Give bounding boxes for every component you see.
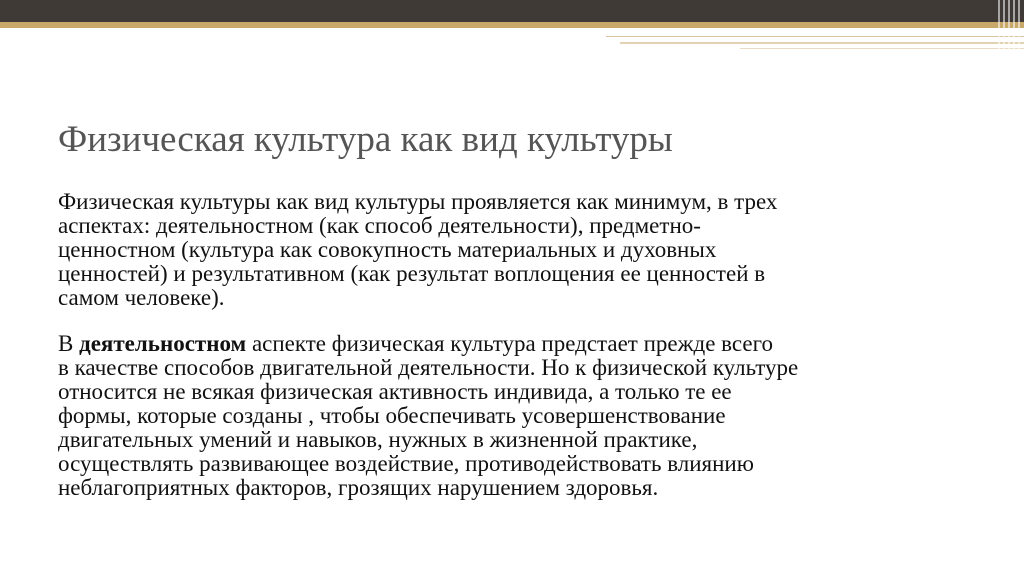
- top-decorative-bar: [0, 0, 1024, 22]
- decorative-line: [620, 42, 1024, 44]
- text-line: аспектах: деятельностном (как способ деятельности), предметно-: [58, 213, 701, 238]
- paragraph-activity-aspect: [58, 332, 978, 500]
- slide-title: Физическая культура как вид культуры: [58, 119, 673, 160]
- slide-body: [58, 190, 978, 500]
- decorative-line: [740, 48, 1024, 49]
- text-line-rest: аспекте физическая культура предстает прежде всего: [246, 331, 773, 356]
- decorative-line: [606, 36, 1024, 37]
- paragraph-aspects: [58, 190, 978, 310]
- corner-stripes-decoration: [998, 0, 1020, 50]
- text-line: Физическая культуры как вид культуры проявляется как минимум, в трех: [58, 189, 778, 214]
- text-line: ценностном (культура как совокупность материальных и духовных: [58, 237, 717, 262]
- bold-term: деятельностном: [79, 331, 247, 356]
- text-line: в качестве способов двигательной деятельности. Но к физической культуре: [58, 355, 799, 380]
- text-line: [58, 332, 978, 356]
- text-prefix: В: [58, 331, 80, 356]
- text-line: самом человеке).: [58, 285, 225, 310]
- gold-accent-strip: [0, 22, 1024, 28]
- text-line: осуществлять развивающее воздействие, противодействовать влиянию: [58, 451, 754, 476]
- text-line: формы, которые созданы , чтобы обеспечивать усовершенствование: [58, 403, 726, 428]
- text-line: двигательных умений и навыков, нужных в жизненной практике,: [58, 427, 698, 452]
- text-line: относится не всякая физическая активность индивида, а только те ее: [58, 379, 732, 404]
- text-line: ценностей) и результативном (как результат воплощения ее ценностей в: [58, 261, 766, 286]
- text-line: неблагоприятных факторов, грозящих нарушением здоровья.: [58, 475, 659, 500]
